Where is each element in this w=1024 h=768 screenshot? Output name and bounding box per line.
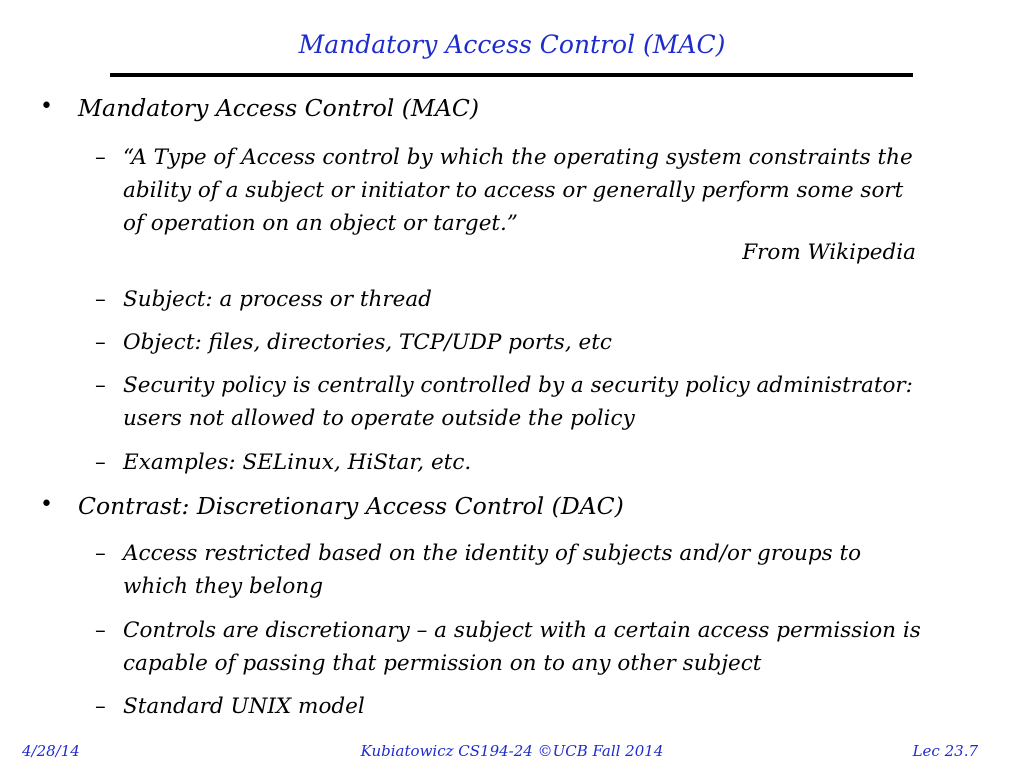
sub-item-definition [95, 141, 925, 240]
bullet-text: Contrast: Discretionary Access Control (DAC) [78, 492, 624, 520]
footer-lecture: Lec 23.7 [912, 742, 978, 760]
sub-item-object [95, 326, 925, 359]
sub-item-text: Controls are discretionary – a subject with a certain access permission is capable of passing that permission on to any other subject [123, 618, 921, 676]
sub-item-text: “A Type of Access control by which the operating system constraints the ability of a subject or initiator to access or generally perform some sort of operation on an object or target.” [123, 145, 913, 236]
slide-title: Mandatory Access Control (MAC) [298, 30, 726, 59]
dash-icon: – [95, 618, 106, 643]
bullet-dot-icon: • [40, 492, 53, 517]
attribution: From Wikipedia [742, 240, 916, 265]
sub-item-text: Standard UNIX model [123, 694, 365, 719]
sub-item-security-policy [95, 369, 925, 435]
bullet-text: Mandatory Access Control (MAC) [78, 94, 480, 122]
sub-item-text: Object: files, directories, TCP/UDP ports, etc [123, 330, 612, 355]
bullet-dot-icon: • [40, 94, 53, 119]
footer-course: Kubiatowicz CS194-24 ©UCB Fall 2014 [360, 742, 664, 760]
sub-item-text: Security policy is centrally controlled by a security policy administrator: users not allowed to operate outside the policy [123, 373, 913, 431]
dash-icon: – [95, 287, 106, 312]
sub-item-text: Examples: SELinux, HiStar, etc. [123, 450, 472, 475]
sub-item-controls [95, 614, 925, 680]
footer-date: 4/28/14 [22, 742, 80, 760]
sub-item-access-restricted [95, 537, 925, 603]
sub-item-unix-model [95, 690, 925, 723]
dash-icon: – [95, 330, 106, 355]
dash-icon: – [95, 450, 106, 475]
dash-icon: – [95, 145, 106, 170]
dash-icon: – [95, 373, 106, 398]
dash-icon: – [95, 694, 106, 719]
dash-icon: – [95, 541, 106, 566]
sub-item-examples [95, 446, 925, 479]
sub-item-text: Subject: a process or thread [123, 287, 432, 312]
sub-item-text: Access restricted based on the identity of subjects and/or groups to which they belong [123, 541, 862, 599]
sub-item-subject [95, 283, 925, 316]
